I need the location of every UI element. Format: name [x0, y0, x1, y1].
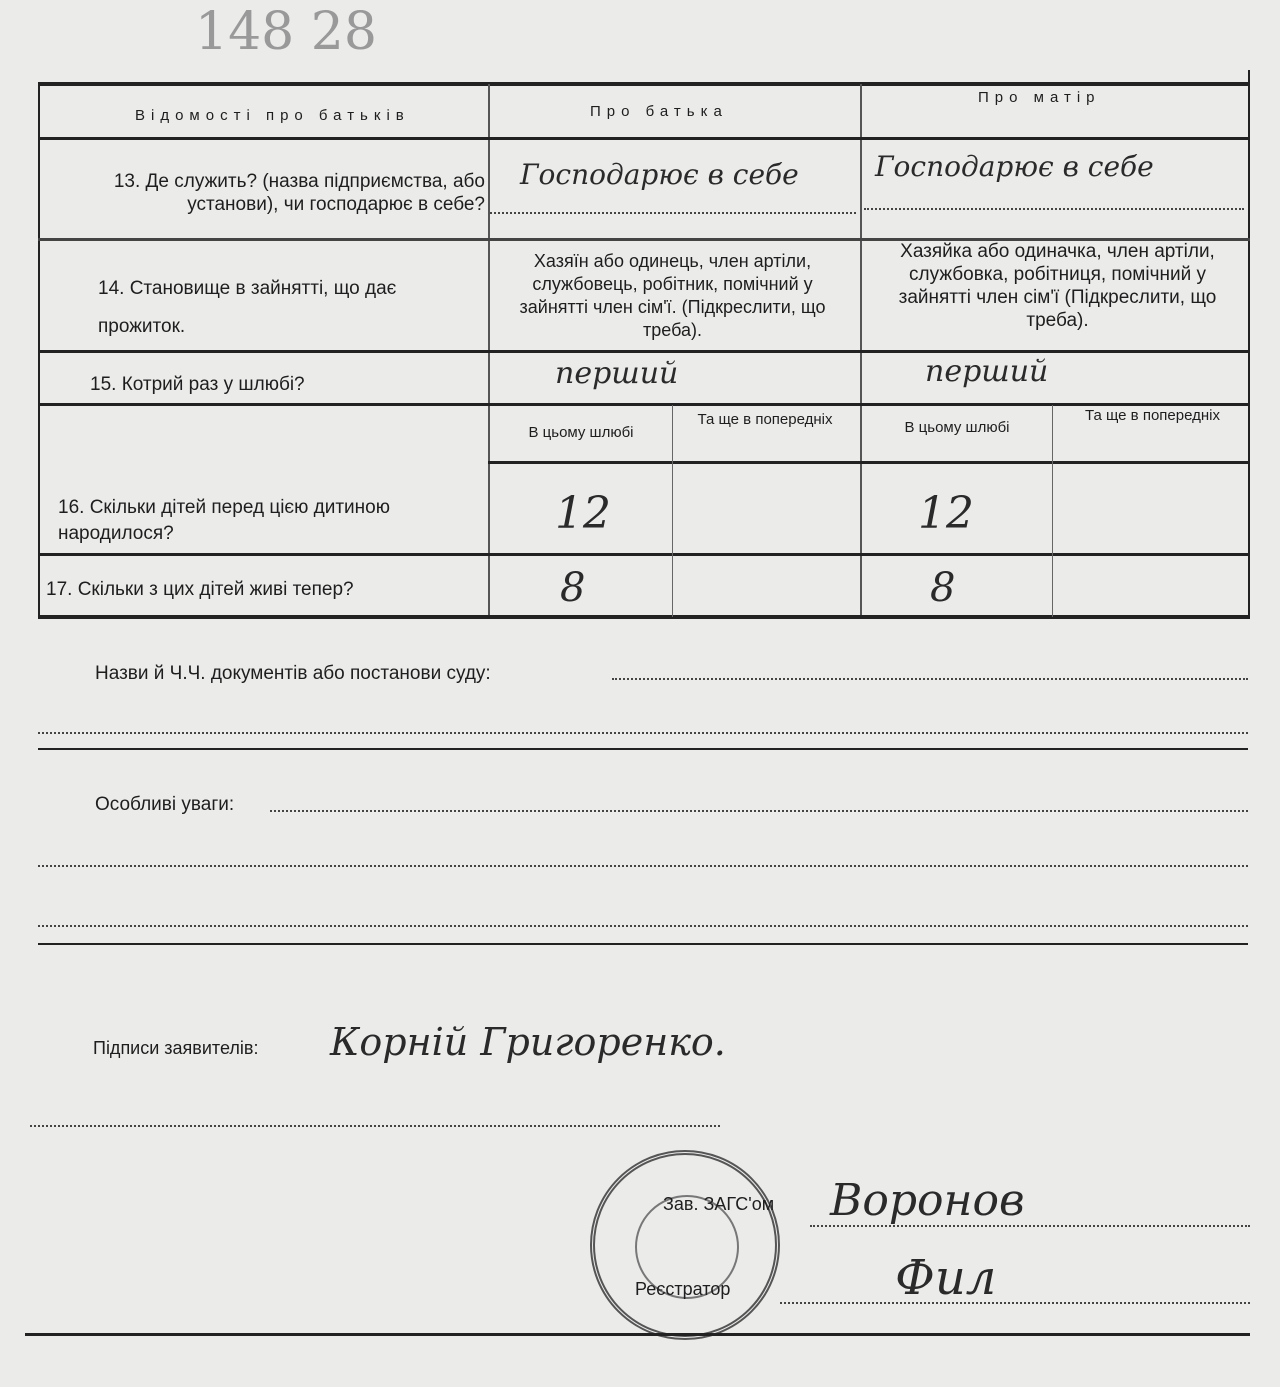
row14-father-options: Хазяїн або одинець, член артіли, службовець, робітник, помічний у зайнятті член сім'ї. (Підкреслити, що треба).	[519, 251, 826, 340]
head-signature: Воронов	[830, 1175, 1025, 1226]
row15-mother-value: перший	[925, 354, 1049, 389]
header-mother: Про матір	[978, 89, 1101, 106]
official-stamp	[590, 1150, 780, 1340]
mother-previous-header: Та ще в попередніх	[1085, 407, 1220, 424]
head-label: Зав. ЗАГС'ом	[663, 1194, 775, 1214]
row16-father-this: 12	[555, 488, 611, 539]
row15-label: 15. Котрий раз у шлюбі?	[90, 374, 305, 395]
notes-label: Особливі уваги:	[95, 794, 235, 815]
documents-field[interactable]	[612, 678, 1248, 680]
registrar-label: Реєстратор	[635, 1279, 731, 1299]
row17-father-this: 8	[560, 565, 586, 611]
row14-label: 14. Становище в зайнятті, що дає прожиток.	[98, 278, 397, 337]
archive-number: 148 28	[195, 2, 377, 62]
mother-this-marriage-header: В цьому шлюбі	[904, 419, 1010, 436]
row13-father-value: Господарює в себе	[520, 158, 799, 191]
applicant-signature: Корній Григоренко.	[330, 1020, 726, 1064]
row15-father-value: перший	[555, 356, 679, 391]
row16-mother-this: 12	[918, 488, 974, 539]
row13-label: 13. Де служить? (назва підприємства, або установи), чи господарює в себе?	[113, 171, 485, 215]
row13-mother-value: Господарює в себе	[875, 150, 1154, 183]
signatures-label: Підписи заявителів:	[93, 1038, 259, 1058]
row14-mother-options: Хазяйка або одиначка, член артіли, службовка, робітниця, помічний у зайнятті член сім'ї (Підкреслити, що треба).	[898, 241, 1217, 331]
header-father: Про батька	[590, 103, 728, 120]
row16-label: 16. Скільки дітей перед цією дитиною народилося?	[58, 497, 390, 544]
row17-mother-this: 8	[930, 565, 956, 611]
row17-label: 17. Скільки з цих дітей живі тепер?	[46, 579, 354, 600]
father-this-marriage-header: В цьому шлюбі	[528, 424, 634, 441]
registrar-signature: Фил	[895, 1250, 997, 1306]
notes-field[interactable]	[270, 810, 1248, 812]
father-previous-header: Та ще в попередніх	[697, 411, 833, 428]
documents-label: Назви й Ч.Ч. документів або постанови суду:	[95, 663, 491, 684]
header-info: Відомості про батьків	[135, 107, 410, 124]
